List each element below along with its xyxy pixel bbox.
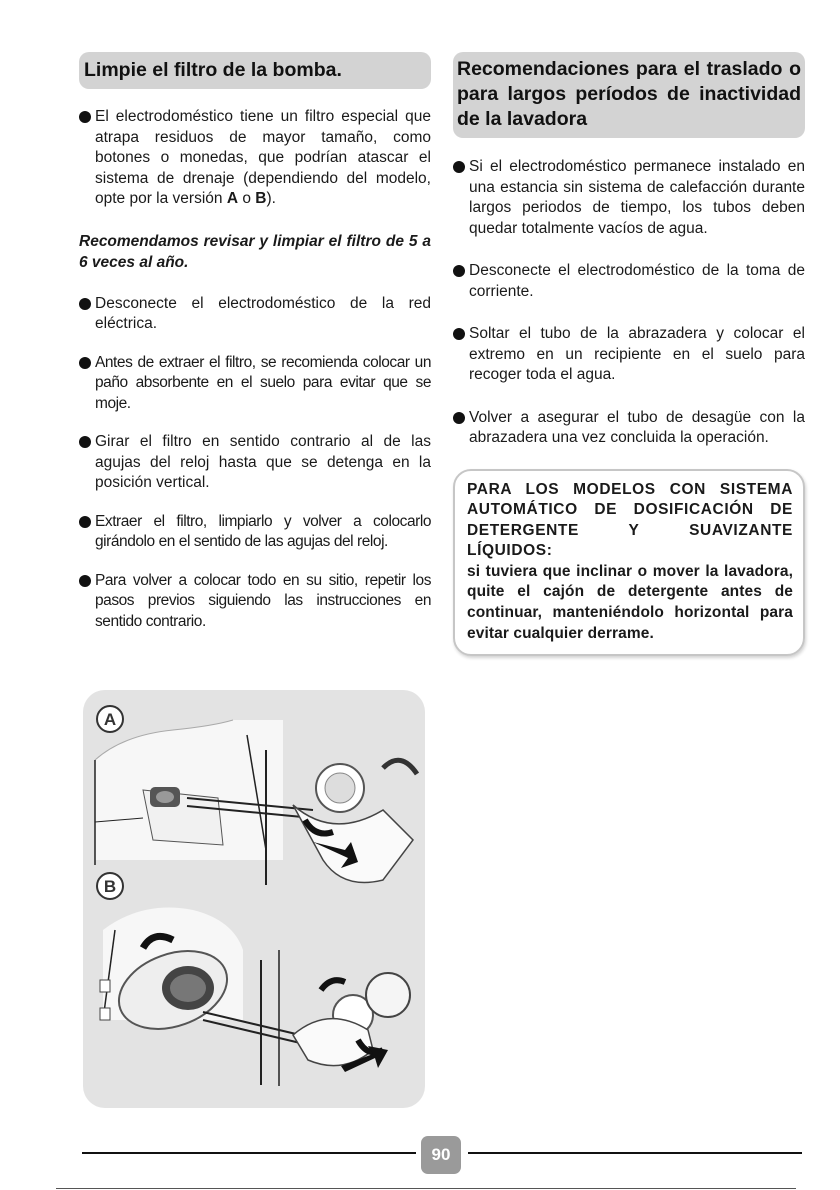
bullet-icon	[79, 357, 91, 369]
bullet-icon	[79, 516, 91, 528]
hand-icon	[293, 805, 413, 883]
left-column	[79, 52, 431, 632]
intro-bullet	[79, 107, 431, 210]
bullet-icon	[453, 161, 465, 173]
bullet-icon	[79, 436, 91, 448]
intro-text: El electrodoméstico tiene un filtro especial que atrapa residuos de mayor tamaño, como botones o monedas, que podrían atascar el sistema de drenaje (dependiendo del modelo, opte por la versión	[95, 108, 431, 207]
bullet-text: Desconecte el electrodoméstico de la toma de corriente.	[469, 262, 805, 300]
pump-filter-heading: Limpie el filtro de la bomba.	[79, 52, 431, 89]
rotate-arrow-icon	[321, 980, 345, 990]
bullet-text: Para volver a colocar todo en su sitio, repetir los pasos previos siguiendo las instrucciones en sentido contrario.	[95, 571, 431, 630]
bullet-text: Si el electrodoméstico permanece instalado en una estancia sin sistema de calefacción durante largos periodos de tiempo, los tubos deben quedar totalmente vacíos de agua.	[469, 158, 805, 237]
bullet-text: Desconecte el electrodoméstico de la red eléctrica.	[95, 294, 431, 332]
bullet-text: Antes de extraer el filtro, se recomienda colocar un paño absorbente en el suelo para evitar que se moje.	[95, 353, 431, 412]
bullet-icon	[79, 575, 91, 587]
left-bullet-2	[79, 353, 431, 415]
footer-line-left	[82, 1152, 416, 1154]
bullet-icon	[453, 412, 465, 424]
left-bullet-3	[79, 432, 431, 494]
filter-illustration-drawing	[83, 690, 425, 1108]
version-a-scene	[95, 720, 417, 885]
dosing-system-notice	[453, 469, 805, 657]
bullet-icon	[79, 298, 91, 310]
notice-heading: PARA LOS MODELOS CON SISTEMA AUTOMÁTICO DE DOSIFICACIÓN DE DETERGENTE Y SUAVIZANTE LÍQUIDOS:	[467, 480, 793, 560]
right-bullet-3	[453, 324, 805, 386]
right-column	[453, 52, 805, 656]
left-bullet-5	[79, 571, 431, 633]
page-number: 90	[421, 1136, 461, 1174]
bullet-text: Extraer el filtro, limpiarlo y volver a colocarlo girándolo en el sentido de las agujas del reloj.	[95, 512, 431, 550]
label-b: B	[103, 877, 117, 896]
right-bullet-2	[453, 261, 805, 302]
cleaning-recommendation: Recomendamos revisar y limpiar el filtro de 5 a 6 veces al año.	[79, 232, 431, 271]
bullet-text: Volver a asegurar el tubo de desagüe con la abrazadera una vez concluida la operación.	[469, 408, 805, 446]
bullet-icon	[453, 328, 465, 340]
intro-text-end: ).	[266, 190, 276, 207]
intro-connector: o	[238, 190, 256, 207]
bullet-icon	[453, 265, 465, 277]
version-b-label: B	[255, 190, 267, 207]
left-bullet-1	[79, 294, 431, 335]
notice-body: si tuviera que inclinar o mover la lavadora, quite el cajón de detergente antes de continuar, manteniéndolo horizontal para evitar cualquier derrame.	[467, 562, 793, 642]
relocation-heading: Recomendaciones para el traslado o para largos períodos de inactividad de la lavadora	[453, 52, 805, 138]
bullet-icon	[79, 111, 91, 123]
version-b-scene	[100, 908, 410, 1087]
bullet-text: Girar el filtro en sentido contrario al de las agujas del reloj hasta que se detenga en la posición vertical.	[95, 433, 431, 491]
version-a-label: A	[226, 190, 239, 207]
label-a: A	[103, 710, 117, 729]
left-bullet-4	[79, 512, 431, 553]
filter-illustration	[83, 690, 425, 1108]
label-a-circle	[97, 706, 123, 732]
label-b-circle	[97, 873, 123, 899]
right-bullet-4	[453, 408, 805, 449]
footer-line-right	[468, 1152, 802, 1154]
right-bullet-1	[453, 157, 805, 239]
bullet-text: Soltar el tubo de la abrazadera y colocar el extremo en un recipiente en el suelo para recoger toda el agua.	[469, 325, 805, 383]
bottom-rule	[56, 1188, 796, 1189]
